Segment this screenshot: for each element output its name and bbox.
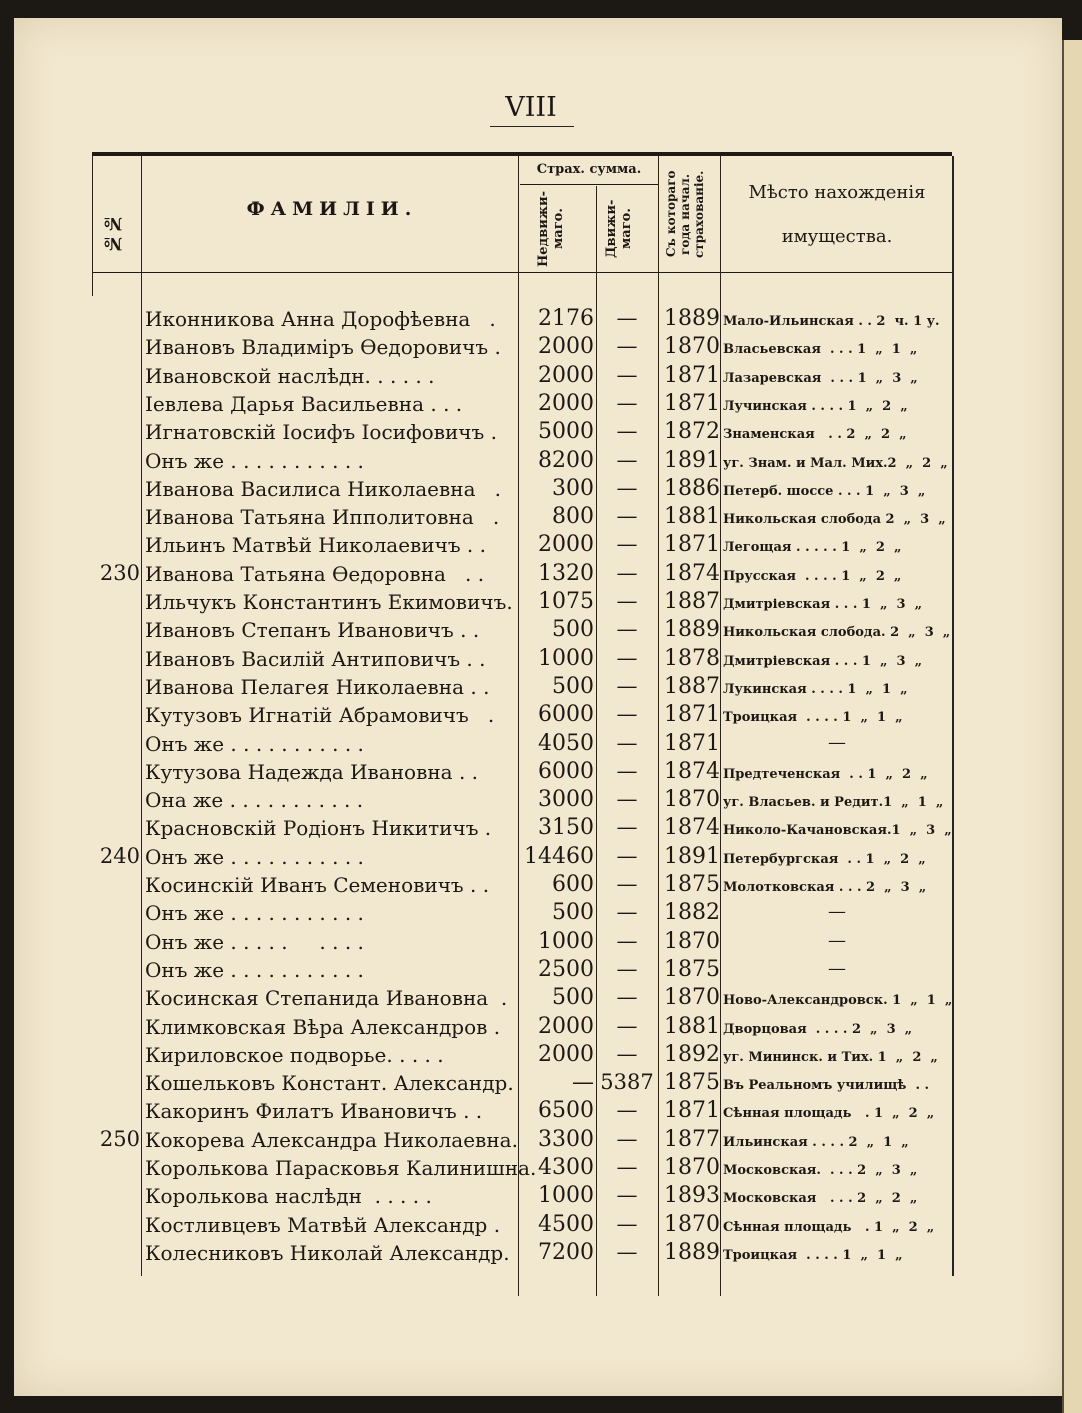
row-location: Въ Реальномъ училищѣ . . [723,1078,930,1094]
row-year: 1893 [664,1183,720,1209]
row-year: 1875 [664,1070,720,1096]
row-year: 1874 [664,560,720,586]
row-movable-sum: — [616,730,638,755]
row-year: 1871 [664,362,720,388]
table-row [0,759,1082,787]
row-immovable-sum: 2500 [538,956,594,982]
row-year: 1874 [664,758,720,784]
table-row [0,1155,1082,1183]
table-row [0,334,1082,362]
row-location: — [828,731,846,753]
row-name: Онъ же . . . . . . . . . . . [145,901,364,926]
row-year: 1870 [664,1211,720,1237]
row-year: 1871 [664,730,720,756]
row-immovable-sum: 3300 [538,1126,594,1152]
row-year: 1871 [664,532,720,558]
table-row [0,731,1082,759]
row-immovable-sum: 1320 [538,560,594,586]
table-row [0,448,1082,476]
row-name: Косинская Степанида Ивановна . [145,986,508,1011]
header-bottom-rule [92,272,952,273]
row-immovable-sum: 7200 [538,1239,594,1265]
row-location: Московская. . . . 2 „ 3 „ [723,1163,918,1178]
row-immovable-sum: 2176 [538,306,594,331]
table-row [0,872,1082,900]
row-location: — [828,901,846,923]
row-location: Московская . . . 2 „ 2 „ [723,1191,918,1207]
row-movable-sum: — [616,1155,638,1179]
table-row [0,1212,1082,1240]
row-immovable-sum: 4050 [538,730,594,756]
row-year: 1870 [664,1155,720,1180]
row-name: Она же . . . . . . . . . . . [145,788,364,813]
row-year: 1886 [664,475,720,501]
row-location: Молотковская . . . 2 „ 3 „ [723,880,927,895]
row-movable-sum: — [616,1211,638,1236]
row-movable-sum: — [616,787,638,812]
row-year: 1877 [664,1126,720,1152]
row-immovable-sum: 500 [552,900,594,926]
row-year: 1882 [664,900,720,926]
row-movable-sum: — [616,1126,638,1151]
row-immovable-sum: 1075 [538,589,594,614]
row-year: 1875 [664,872,720,897]
row-movable-sum: — [616,815,638,840]
table-row [0,1014,1082,1042]
row-location: уг. Власьев. и Редит.1 „ 1 „ [723,795,944,811]
row-name: Какоринъ Филатъ Ивановичъ . . [145,1099,483,1124]
row-movable-sum: — [616,1239,638,1264]
table-top-rule [92,152,952,156]
row-year: 1881 [664,1013,720,1039]
row-name: Онъ же . . . . . . . . . . . [145,957,364,982]
row-location: Предтеченская . . 1 „ 2 „ [723,766,928,782]
row-name: Ивановской наслѣдн. . . . . . [145,363,435,388]
table-row [0,363,1082,391]
row-name: Колесниковъ Николай Александр. [145,1240,510,1265]
row-name: Косинскій Иванъ Семеновичъ . . [145,873,490,897]
row-name: Иванова Василиса Николаевна . [145,476,501,501]
row-movable-sum: — [616,560,638,585]
row-movable-sum: — [616,334,638,359]
header-year: Съ котораго года начал. страхованіе. [664,170,706,258]
row-movable-sum: — [616,956,638,981]
row-location: Легощая . . . . . 1 „ 2 „ [723,540,902,556]
row-immovable-sum: 2000 [538,1041,594,1067]
table-row [0,1127,1082,1155]
row-location: уг. Мининск. и Тих. 1 „ 2 „ [723,1049,938,1065]
row-immovable-sum: 2000 [538,334,594,360]
row-movable-sum: — [616,589,638,613]
table-row [0,900,1082,928]
row-immovable-sum: 1000 [538,1183,594,1209]
row-location: Сѣнная площадь . 1 „ 2 „ [723,1106,935,1122]
table-row [0,844,1082,872]
row-location: Власьевская . . . 1 „ 1 „ [723,342,918,358]
row-name: Игнатовскій Іосифъ Іосифовичъ . [145,420,497,445]
row-movable-sum: — [616,475,638,500]
row-movable-sum: — [616,702,638,727]
row-movable-sum: — [616,447,638,472]
row-movable-sum: — [616,872,638,896]
table-row [0,957,1082,985]
row-immovable-sum: 2000 [538,532,594,558]
row-movable-sum: — [616,306,638,330]
row-year: 1881 [664,504,720,530]
row-immovable-sum: 6500 [538,1098,594,1124]
table-row [0,617,1082,645]
row-immovable-sum: 2000 [538,1013,594,1039]
row-name: Кутузовъ Игнатій Абрамовичъ . [145,703,495,728]
row-immovable-sum: 4300 [538,1155,594,1180]
row-year: 1887 [664,589,720,614]
row-location: Мало-Ильинская . . 2 ч. 1 у. [723,314,940,329]
row-location: Никольская слобода. 2 „ 3 „ [723,625,951,641]
table-row [0,532,1082,560]
row-year: 1891 [664,447,720,473]
row-immovable-sum: 600 [552,872,594,897]
row-location: — [828,957,846,979]
row-name: Ивановъ Василій Антиповичъ . . [145,646,486,671]
row-year: 1870 [664,985,720,1011]
row-name: Иванова Пелагея Николаевна . . [145,674,490,699]
sum-subheader-rule [520,184,658,185]
row-year: 1889 [664,1239,720,1265]
table-row [0,476,1082,504]
header-immovable: Недвижи- маго. [536,190,566,268]
row-location: Дмитріевская . . . 1 „ 3 „ [723,597,923,612]
table-row [0,646,1082,674]
header-location-line1: Мѣсто нахожденія [748,182,926,203]
row-immovable-sum: 800 [552,504,594,530]
header-sum: Страх. сумма. [536,162,642,177]
header-movable: Движи- маго. [604,199,634,259]
row-year: 1887 [664,673,720,699]
row-number: 240 [99,843,140,868]
row-location: Никольская слобода 2 „ 3 „ [723,512,946,528]
table-row [0,1240,1082,1268]
header-number: №№ [103,213,123,253]
row-location: Знаменская . . 2 „ 2 „ [723,427,907,443]
row-immovable-sum: 500 [552,617,594,643]
row-location: Дворцовая . . . . 2 „ 3 „ [723,1021,913,1037]
row-movable-sum: — [616,1183,638,1208]
row-name: Ивановъ Владиміръ Ѳедоровичъ . [145,335,501,360]
row-name: Кокорева Александра Николаевна. [145,1127,518,1152]
row-immovable-sum: 5000 [538,419,594,445]
row-year: 1889 [664,306,720,331]
row-name: Онъ же . . . . . . . . . . . [145,844,364,869]
row-year: 1870 [664,334,720,360]
row-immovable-sum: — [572,1070,594,1096]
row-name: Онъ же . . . . . . . . . . . [145,731,364,756]
row-year: 1891 [664,843,720,869]
table-row [0,1098,1082,1126]
table-row [0,1070,1082,1098]
table-row [0,702,1082,730]
row-name: Королькова наслѣдн . . . . . [145,1184,432,1209]
row-year: 1872 [664,419,720,445]
row-immovable-sum: 1000 [538,928,594,954]
row-name: Кошельковъ Констант. Александр. [145,1071,514,1096]
row-location: Николо-Качановская.1 „ 3 „ [723,823,952,839]
row-name: Кириловское подворье. . . . . [145,1042,444,1067]
row-movable-sum: — [616,843,638,868]
table-row [0,504,1082,532]
row-movable-sum: — [616,645,638,670]
row-movable-sum: — [616,532,638,557]
page-number-rule [490,126,574,127]
row-name: Ивановъ Степанъ Ивановичъ . . [145,618,480,643]
row-movable-sum: — [616,758,638,783]
row-immovable-sum: 2000 [538,390,594,416]
row-name: Онъ же . . . . . . . . . . . [145,448,364,473]
row-name: Красновскій Родіонъ Никитичъ . [145,816,492,841]
row-location: Лучинская . . . . 1 „ 2 „ [723,398,908,414]
row-name: Иванова Татьяна Ипполитовна . [145,505,500,530]
row-movable-sum: — [616,673,638,698]
row-name: Климковская Вѣра Александров . [145,1014,501,1039]
row-movable-sum: — [616,985,638,1010]
table-row [0,787,1082,815]
table-row [0,1042,1082,1070]
row-movable-sum: — [616,617,638,642]
row-year: 1871 [664,702,720,728]
row-name: Ильчукъ Константинъ Екимовичъ. [145,590,513,614]
table-row [0,419,1082,447]
row-movable-sum: — [616,928,638,953]
table-row [0,589,1082,617]
row-movable-sum: — [616,1013,638,1038]
row-year: 1892 [664,1041,720,1067]
row-year: 1878 [664,645,720,671]
row-name: Онъ же . . . . . . . . . [145,929,364,954]
row-year: 1871 [664,1098,720,1124]
table-row [0,391,1082,419]
row-location: уг. Знам. и Мал. Мих.2 „ 2 „ [723,455,948,471]
row-immovable-sum: 3150 [538,815,594,841]
row-location: Троицкая . . . . 1 „ 1 „ [723,1247,903,1263]
row-name: Костливцевъ Матвѣй Александр . [145,1212,501,1237]
row-immovable-sum: 3000 [538,787,594,813]
row-year: 1871 [664,390,720,416]
row-movable-sum: — [616,362,638,387]
table-row [0,561,1082,589]
row-immovable-sum: 2000 [538,362,594,388]
row-year: 1870 [664,787,720,813]
row-movable-sum: — [616,390,638,415]
row-name: Иванова Татьяна Ѳедоровна . . [145,561,485,586]
row-immovable-sum: 4500 [538,1211,594,1237]
table-row [0,1183,1082,1211]
row-location: Прусская . . . . 1 „ 2 „ [723,568,902,584]
row-movable-sum: — [616,504,638,529]
row-movable-sum: — [616,1041,638,1066]
row-location: Сѣнная площадь . 1 „ 2 „ [723,1219,935,1235]
row-movable-sum: — [616,900,638,925]
row-year: 1870 [664,928,720,954]
row-year: 1889 [664,617,720,643]
row-location: — [828,929,846,951]
row-year: 1874 [664,815,720,841]
row-location: Лукинская . . . . 1 „ 1 „ [723,681,908,697]
table-row [0,929,1082,957]
table-row [0,306,1082,334]
row-name: Кутузова Надежда Ивановна . . [145,759,479,784]
row-immovable-sum: 500 [552,985,594,1011]
row-movable-sum: — [616,1098,638,1123]
row-immovable-sum: 6000 [538,702,594,728]
row-name: Іевлева Дарья Васильевна . . . [145,391,463,416]
row-location: Лазаревская . . . 1 „ 3 „ [723,370,918,386]
col-divider-left [92,156,93,296]
header-location-line2: имущества. [781,226,893,247]
row-name: Королькова Парасковья Калинишна. [145,1156,537,1180]
table-row [0,985,1082,1013]
page-number: VIII [505,92,557,123]
row-immovable-sum: 6000 [538,758,594,784]
table-row [0,815,1082,843]
row-name: Ильинъ Матвѣй Николаевичъ . . [145,533,486,558]
row-location: Троицкая . . . . 1 „ 1 „ [723,710,903,726]
row-year: 1875 [664,956,720,982]
row-location: Ново-Александровск. 1 „ 1 „ [723,993,953,1009]
row-location: Петербургская . . 1 „ 2 „ [723,851,926,867]
row-immovable-sum: 500 [552,673,594,699]
row-location: Ильинская . . . . 2 „ 1 „ [723,1134,909,1150]
table-row [0,674,1082,702]
row-location: Дмитріевская . . . 1 „ 3 „ [723,653,923,669]
header-names: ФАМИЛІИ. [246,198,418,220]
row-number: 230 [99,560,140,585]
row-number: 250 [99,1126,140,1151]
row-name: Иконникова Анна Дорофѣевна . [145,307,496,331]
row-immovable-sum: 8200 [538,447,594,473]
row-location: Петерб. шоссе . . . 1 „ 3 „ [723,483,926,499]
row-immovable-sum: 300 [552,475,594,501]
row-immovable-sum: 1000 [538,645,594,671]
row-movable-sum: 5387 [600,1070,654,1095]
row-immovable-sum: 14460 [524,843,594,869]
row-movable-sum: — [616,419,638,444]
